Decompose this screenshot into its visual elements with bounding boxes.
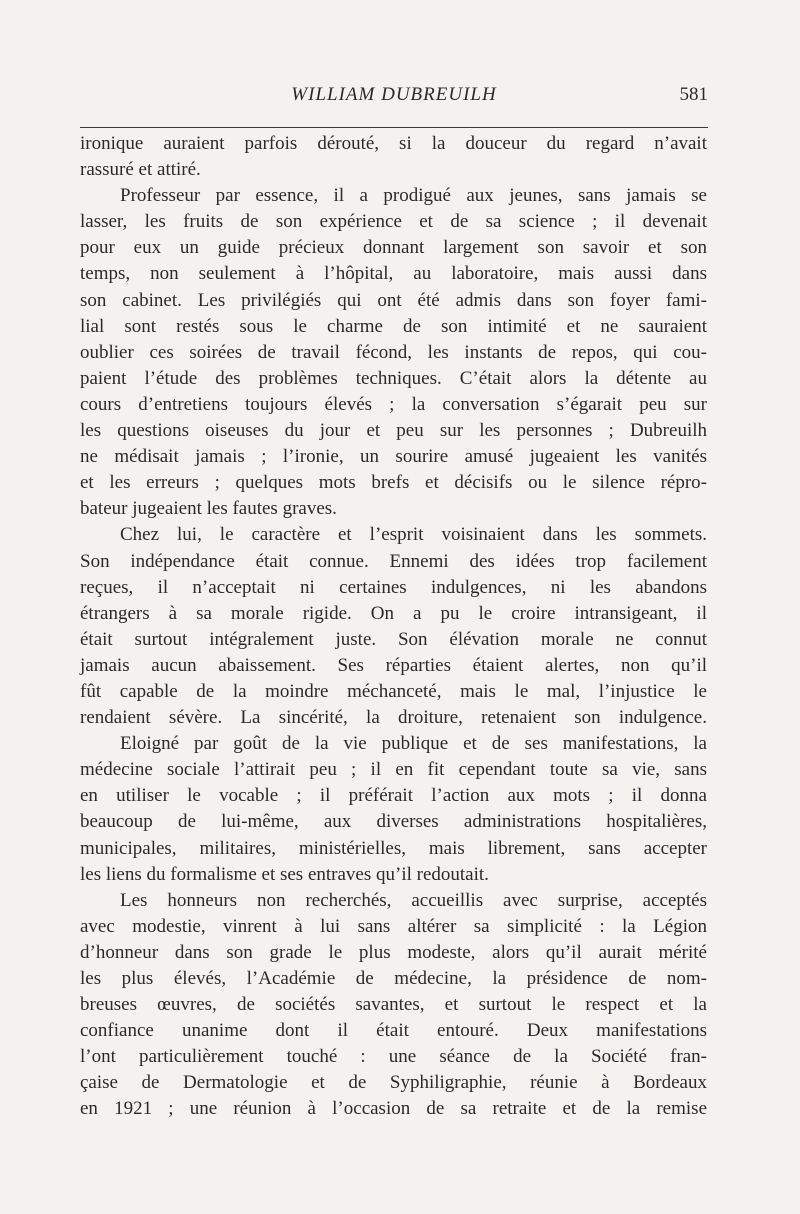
text-line: lasser, les fruits de son expérience et de sa science ; il devenait — [80, 211, 707, 233]
text-line: breuses œuvres, de sociétés savantes, et surtout le respect et la — [80, 994, 707, 1016]
text-line: oublier ces soirées de travail fécond, les instants de repos, qui cou- — [80, 341, 707, 363]
text-line: les liens du formalisme et ses entraves qu’il redoutait. — [80, 863, 489, 885]
text-line: fût capable de la moindre méchanceté, mais le mal, l’injustice le — [80, 680, 707, 702]
text-line: rassuré et attiré. — [80, 159, 201, 181]
body-text — [80, 131, 707, 1123]
text-line: jamais aucun abaissement. Ses réparties étaient alertes, non qu’il — [80, 654, 707, 676]
text-line: son cabinet. Les privilégiés qui ont été admis dans son foyer fami- — [80, 289, 707, 311]
text-line: étrangers à sa morale rigide. On a pu le croire intransigeant, il — [80, 602, 707, 624]
text-line: les plus élevés, l’Académie de médecine, la présidence de nom- — [80, 968, 707, 989]
text-line: Eloigné par goût de la vie publique et de ses manifestations, la — [120, 733, 707, 755]
text-line: bateur jugeaient les fautes graves. — [80, 498, 337, 520]
text-line: médecine sociale l’attirait peu ; il en fit cependant toute sa vie, sans — [80, 759, 707, 781]
text-line: Chez lui, le caractère et l’esprit voisinaient dans les sommets. — [120, 524, 707, 546]
text-line: pour eux un guide précieux donnant largement son savoir et son — [80, 237, 707, 259]
text-line: Son indépendance était connue. Ennemi des idées trop facilement — [80, 550, 707, 572]
text-line: Professeur par essence, il a prodigué aux jeunes, sans jamais se — [120, 185, 707, 207]
page-header — [80, 84, 708, 116]
header-rule — [80, 127, 708, 128]
text-line: municipales, militaires, ministérielles, mais librement, sans accepter — [80, 837, 707, 859]
text-line: était surtout intégralement juste. Son élévation morale ne connut — [80, 628, 707, 650]
text-line: avec modestie, vinrent à lui sans altérer sa simplicité : la Légion — [80, 915, 707, 937]
text-line: d’honneur dans son grade le plus modeste, alors qu’il aurait mérité — [80, 941, 707, 963]
text-line: rendaient sévère. La sincérité, la droiture, retenaient son indulgence. — [80, 707, 707, 729]
text-line: l’ont particulièrement touché : une séance de la Société fran- — [80, 1046, 707, 1068]
text-line: Les honneurs non recherchés, accueillis avec surprise, acceptés — [120, 889, 707, 911]
text-line: en 1921 ; une réunion à l’occasion de sa retraite et de la remise — [80, 1098, 707, 1120]
text-line: confiance unanime dont il était entouré. Deux manifestations — [80, 1020, 707, 1042]
text-line: paient l’étude des problèmes techniques. C’était alors la détente au — [80, 367, 707, 389]
running-head: WILLIAM DUBREUILH — [291, 84, 497, 105]
text-line: et les erreurs ; quelques mots brefs et décisifs ou le silence répro- — [80, 472, 707, 494]
text-line: lial sont restés sous le charme de son intimité et ne sauraient — [80, 315, 707, 337]
text-line: temps, non seulement à l’hôpital, au laboratoire, mais aussi dans — [80, 263, 707, 285]
text-line: en utiliser le vocable ; il préférait l’action aux mots ; il donna — [80, 785, 707, 807]
text-line: ne médisait jamais ; l’ironie, un sourire amusé jugeaient les vanités — [80, 446, 707, 468]
text-line: beaucoup de lui-même, aux diverses administrations hospitalières, — [80, 811, 707, 833]
text-line: ironique auraient parfois dérouté, si la douceur du regard n’avait — [80, 133, 707, 154]
text-line: cours d’entretiens toujours élevés ; la conversation s’égarait peu sur — [80, 393, 707, 415]
text-line: reçues, il n’acceptait ni certaines indulgences, ni les abandons — [80, 576, 707, 598]
text-line: les questions oiseuses du jour et peu sur les personnes ; Dubreuilh — [80, 420, 707, 442]
page-number: 581 — [679, 84, 708, 105]
text-line: çaise de Dermatologie et de Syphiligraphie, réunie à Bordeaux — [80, 1072, 707, 1094]
